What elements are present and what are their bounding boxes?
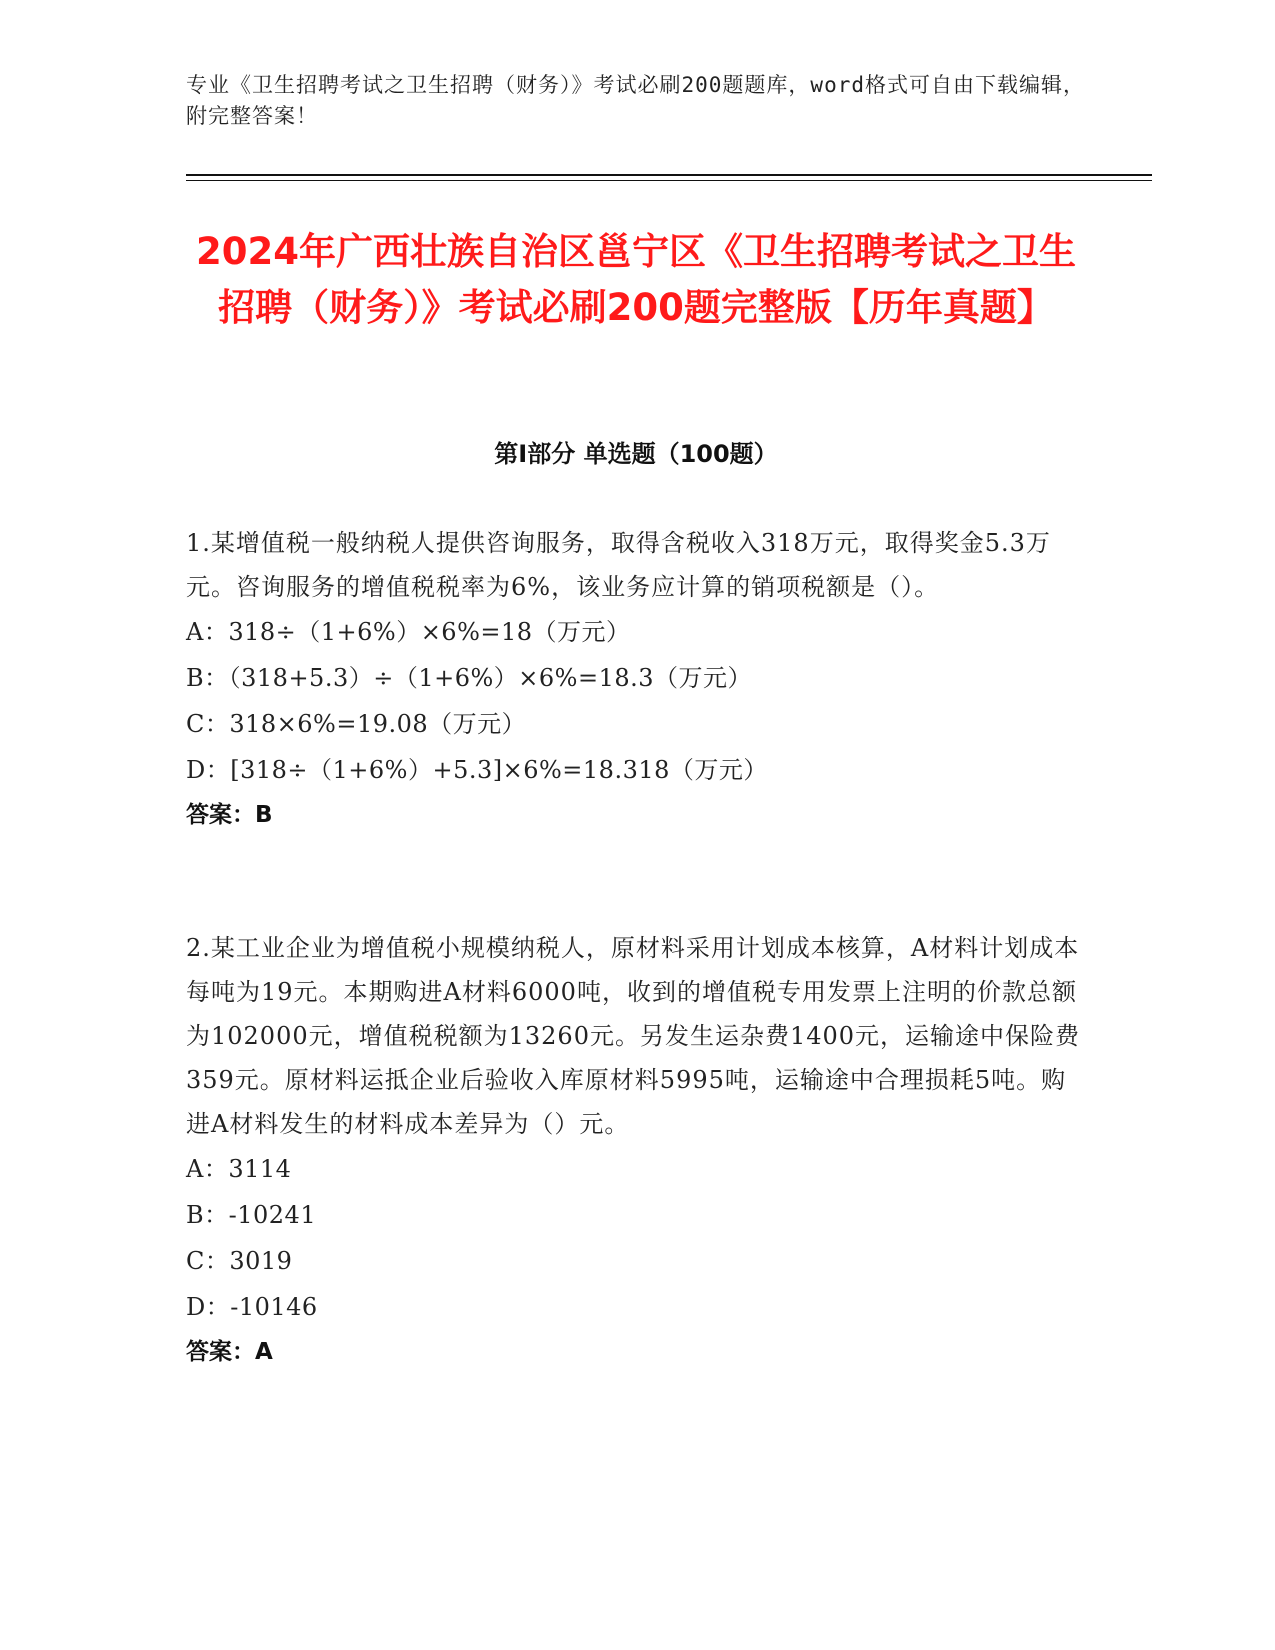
answer: 答案：B bbox=[186, 802, 273, 828]
option-b: B：-10241 bbox=[186, 1201, 317, 1229]
option-a: A：3114 bbox=[186, 1155, 292, 1183]
header-rule-thick bbox=[186, 174, 1152, 176]
answer: 答案：A bbox=[186, 1339, 273, 1365]
option-b: B：（318+5.3）÷（1+6%）×6%=18.3（万元） bbox=[186, 664, 753, 692]
header-note: 专业《卫生招聘考试之卫生招聘（财务）》考试必刷200题题库，word格式可自由下载编辑，附完整答案！ bbox=[186, 73, 1085, 128]
document-title: 2024年广西壮族自治区邕宁区《卫生招聘考试之卫生招聘（财务）》考试必刷200题完整版【历年真题】 bbox=[196, 230, 1076, 329]
option-d: D：[318÷（1+6%）+5.3]×6%=18.318（万元） bbox=[186, 756, 768, 784]
option-c: C：318×6%=19.08（万元） bbox=[186, 710, 527, 738]
option-a: A：318÷（1+6%）×6%=18（万元） bbox=[186, 618, 631, 646]
option-c: C：3019 bbox=[186, 1247, 293, 1275]
question-2 bbox=[186, 926, 1086, 1374]
section-heading: 第Ⅰ部分 单选题（100题） bbox=[494, 440, 778, 468]
option-d: D：-10146 bbox=[186, 1293, 318, 1321]
header-rule-thin bbox=[186, 180, 1152, 181]
question-stem: 1.某增值税一般纳税人提供咨询服务，取得含税收入318万元，取得奖金5.3万元。咨询服务的增值税税率为6%，该业务应计算的销项税额是（）。 bbox=[186, 529, 1051, 601]
question-1 bbox=[186, 521, 1086, 837]
question-stem: 2.某工业企业为增值税小规模纳税人，原材料采用计划成本核算，A材料计划成本每吨为19元。本期购进A材料6000吨，收到的增值税专用发票上注明的价款总额为102000元，增值税税额为13260元。另发生运杂费1400元，运输途中保险费359元。原材料运抵企业后验收入库原材料5995吨，运输途中合理损耗5吨。购进A材料发生的材料成本差异为（）元。 bbox=[186, 934, 1081, 1138]
